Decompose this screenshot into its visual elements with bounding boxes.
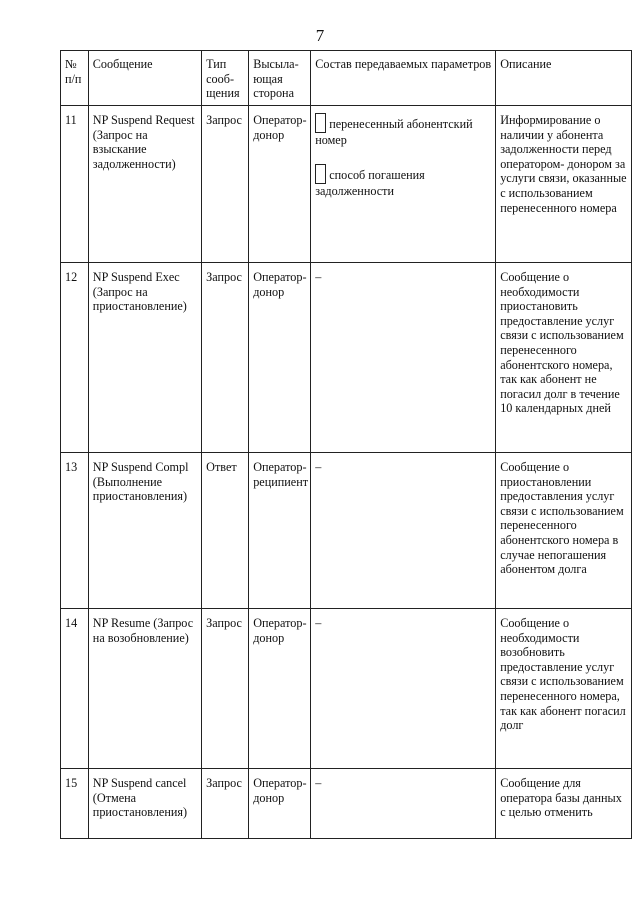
cell-type: Запрос [202, 769, 249, 839]
cell-sender: Оператор- донор [249, 609, 311, 769]
cell-description: Информирование о наличии у абонента задолженности перед оператором- донором за услуги связи, оказанные с использованием перенесенного номера [496, 106, 632, 263]
cell-num: 14 [61, 609, 89, 769]
table-row [61, 769, 632, 839]
page-number: 7 [315, 26, 325, 45]
param-label: способ погашения задолженности [315, 167, 425, 198]
cell-sender: Оператор- реципиент [249, 453, 311, 609]
cell-description: Сообщение о необходимости возобновить предоставление услуг связи с использованием перенесенного номера, так как абонент погасил долг [496, 609, 632, 769]
cell-description: Сообщение для оператора базы данных с целью отменить [496, 769, 632, 839]
cell-num: 15 [61, 769, 89, 839]
table-row [61, 263, 632, 453]
cell-params: – [311, 769, 496, 839]
param-item [315, 113, 491, 148]
cell-message: NP Suspend cancel (Отмена приостановления) [88, 769, 201, 839]
table-row [61, 609, 632, 769]
cell-type: Запрос [202, 609, 249, 769]
cell-message: NP Suspend Exec (Запрос на приостановление) [88, 263, 201, 453]
cell-sender: Оператор- донор [249, 263, 311, 453]
messages-table [60, 50, 632, 839]
cell-params: – [311, 609, 496, 769]
table-row [61, 106, 632, 263]
header-num: № п/п [61, 51, 89, 106]
cell-sender: Оператор- донор [249, 769, 311, 839]
cell-num: 13 [61, 453, 89, 609]
checkbox-icon [315, 164, 326, 184]
header-message: Сообщение [88, 51, 201, 106]
cell-params: – [311, 453, 496, 609]
cell-type: Ответ [202, 453, 249, 609]
header-description: Описание [496, 51, 632, 106]
cell-description: Сообщение о необходимости приостановить предоставление услуг связи с использованием перенесенного абонентского номера, так как абонент не погасил долг в течение 10 календарных дней [496, 263, 632, 453]
table-header-row [61, 51, 632, 106]
header-sender: Высыла- ющая сторона [249, 51, 311, 106]
cell-num: 12 [61, 263, 89, 453]
cell-params: – [311, 263, 496, 453]
param-item [315, 164, 491, 199]
cell-type: Запрос [202, 263, 249, 453]
cell-message: NP Resume (Запрос на возобновление) [88, 609, 201, 769]
param-label: перенесенный абонентский номер [315, 117, 473, 147]
checkbox-icon [315, 113, 326, 133]
cell-sender: Оператор- донор [249, 106, 311, 263]
cell-message: NP Suspend Compl (Выполнение приостановления) [88, 453, 201, 609]
table-row [61, 453, 632, 609]
cell-params [311, 106, 496, 263]
header-params: Состав передаваемых параметров [311, 51, 496, 106]
header-type: Тип сооб- щения [202, 51, 249, 106]
cell-message: NP Suspend Request (Запрос на взыскание задолженности) [88, 106, 201, 263]
cell-type: Запрос [202, 106, 249, 263]
cell-description: Сообщение о приостановлении предоставления услуг связи с использованием перенесенного абонентского номера в случае непогашения абонентом долга [496, 453, 632, 609]
cell-num: 11 [61, 106, 89, 263]
